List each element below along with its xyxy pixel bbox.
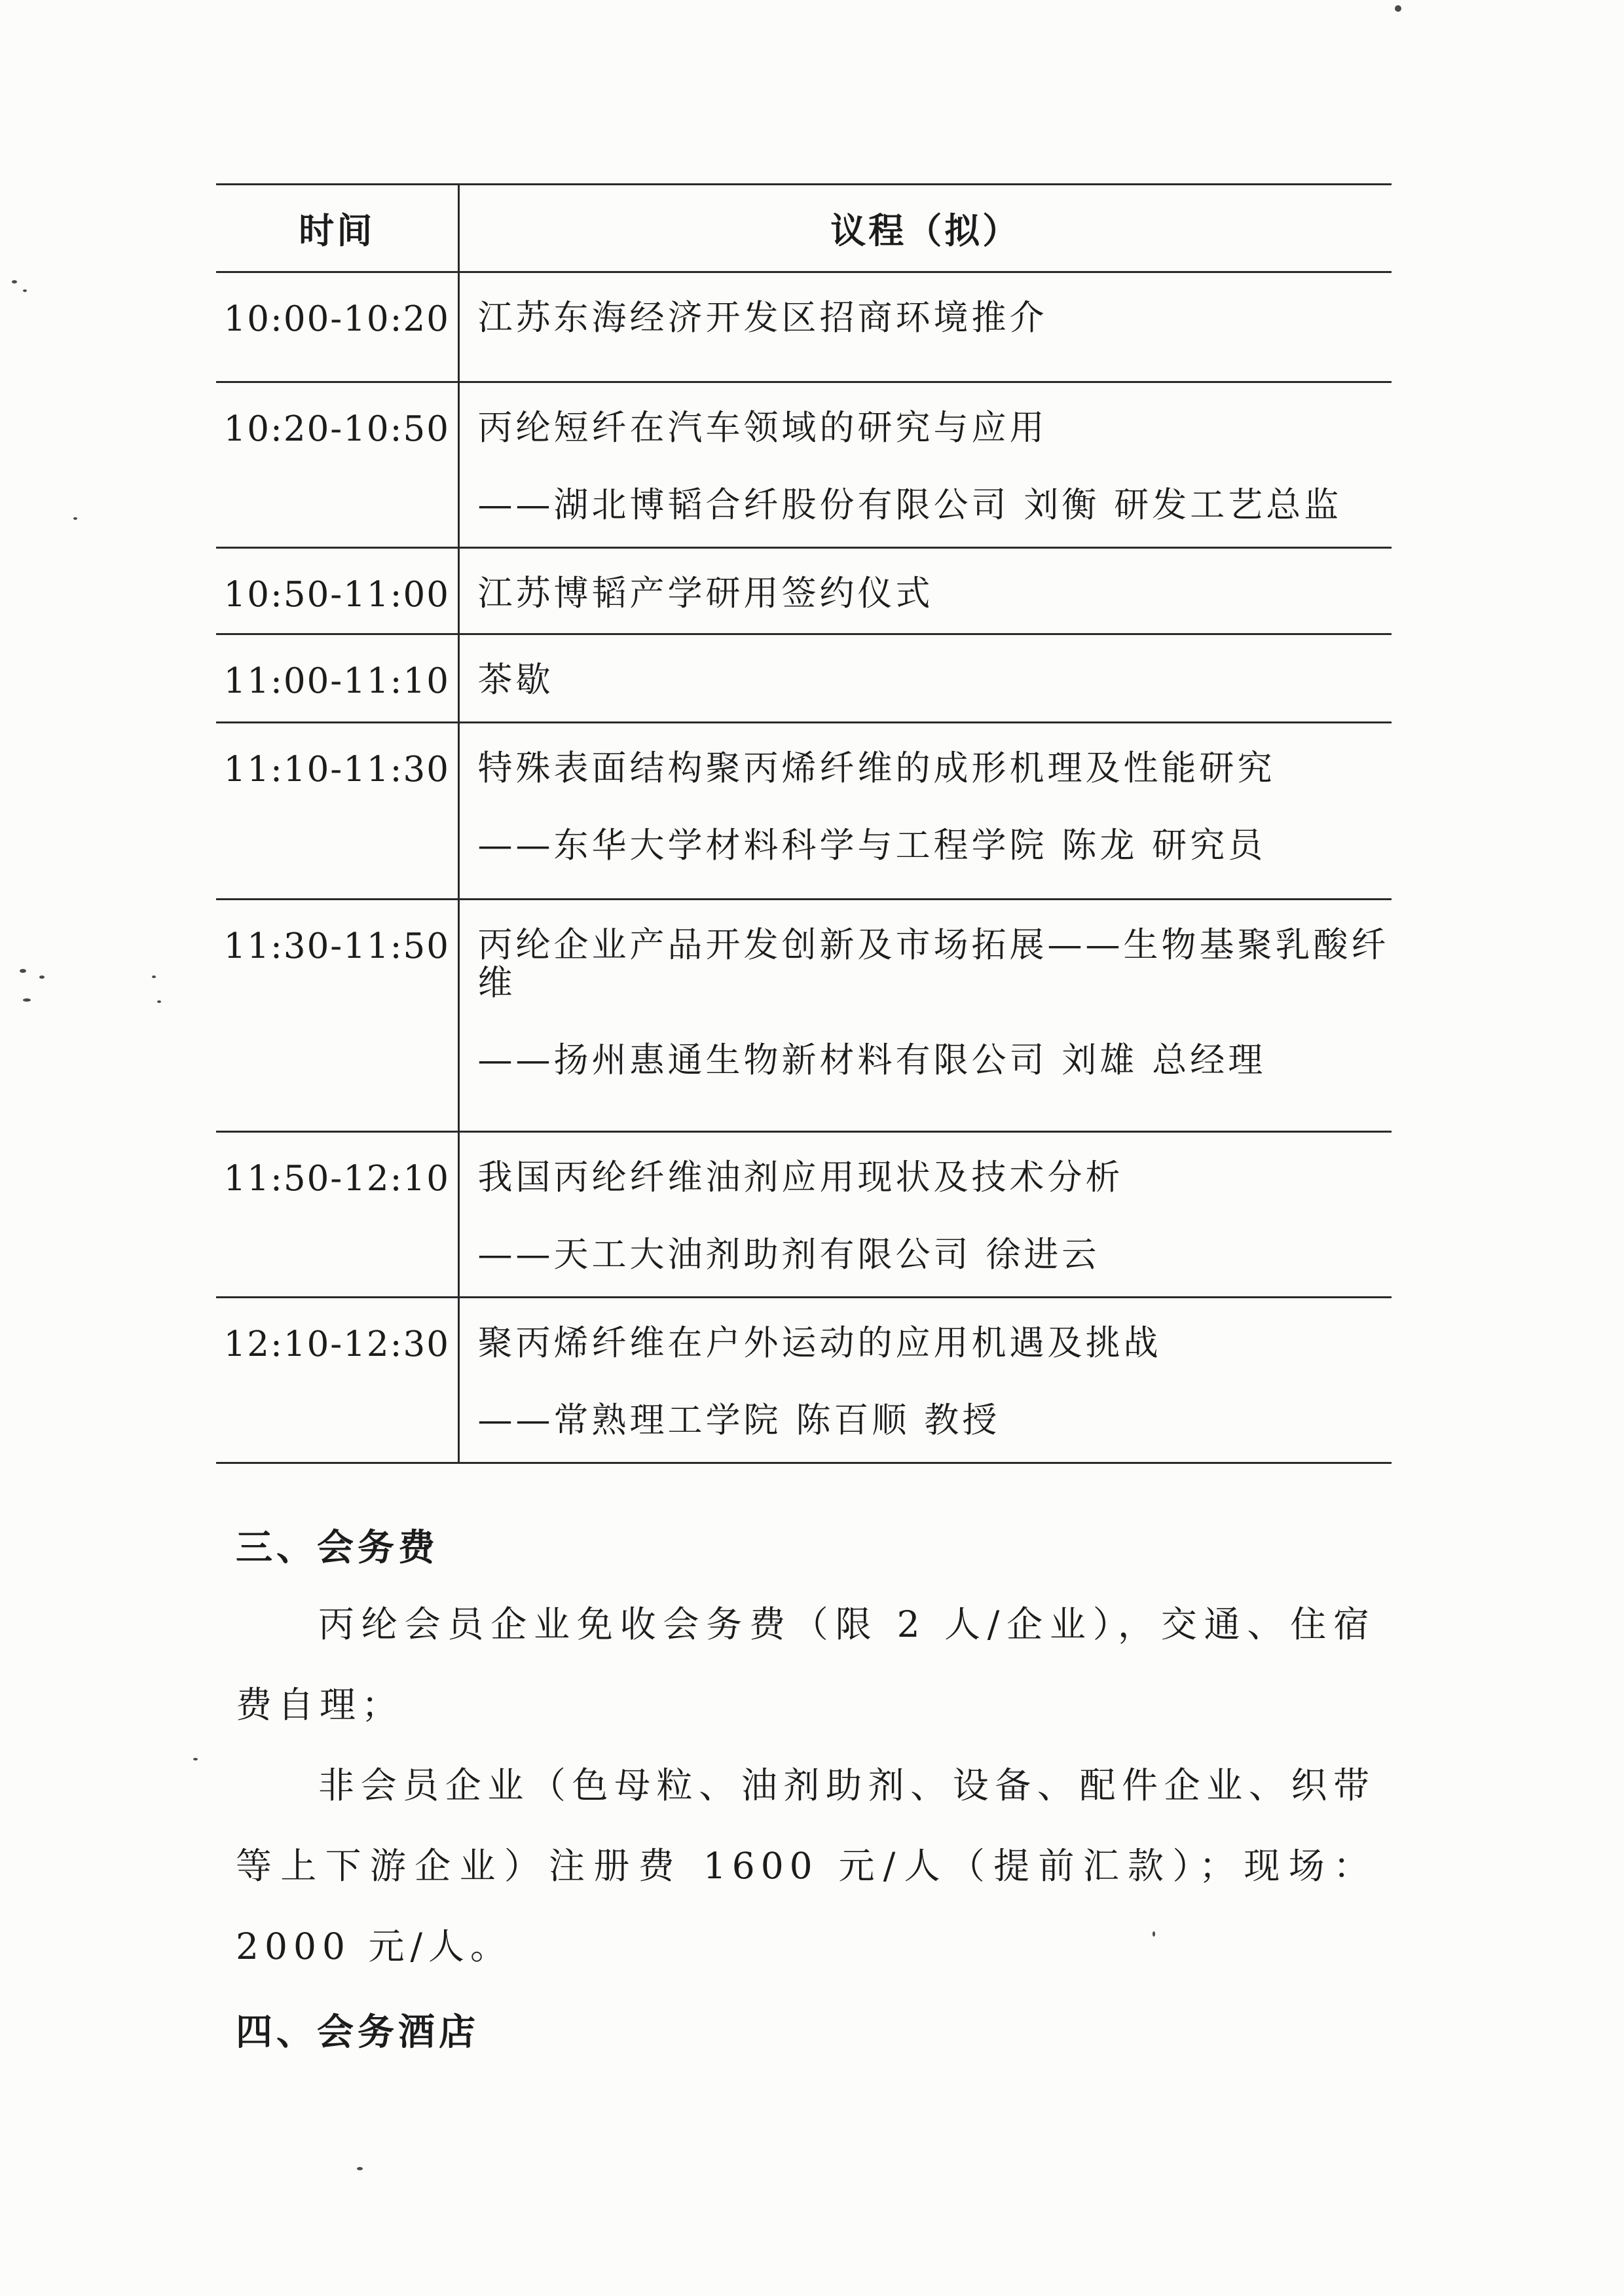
table-row [216, 900, 1392, 1132]
agenda-cell [458, 1298, 1392, 1463]
table-row [216, 1298, 1392, 1463]
agenda-speaker: ——天工大油剂助剂有限公司 徐进云 [477, 1235, 1100, 1275]
agenda-topic: 丙纶企业产品开发创新及市场拓展——生物基聚乳酸纤维 [477, 925, 1390, 1003]
agenda-cell [458, 272, 1392, 382]
fees-paragraph-nonmembers: 非会员企业（色母粒、油剂助剂、设备、配件企业、织带等上下游企业）注册费 1600 元/人（提前汇款）；现场：2000 元/人。 [236, 1764, 1375, 1967]
agenda-topic: 江苏东海经济开发区招商环境推介 [477, 298, 1048, 338]
time-cell: 11:10-11:30 [216, 723, 458, 900]
agenda-topic: 我国丙纶纤维油剂应用现状及技术分析 [477, 1157, 1124, 1197]
table-row [216, 634, 1392, 723]
agenda-cell [458, 634, 1392, 723]
section-title-hotel: 四、会务酒店 [236, 2011, 479, 2054]
time-cell: 10:50-11:00 [216, 548, 458, 634]
table-row [216, 723, 1392, 900]
agenda-speaker: ——湖北博韬合纤股份有限公司 刘衡 研发工艺总监 [477, 485, 1342, 525]
time-cell: 10:00-10:20 [216, 272, 458, 382]
time-cell: 12:10-12:30 [216, 1298, 458, 1463]
agenda-cell [458, 1132, 1392, 1298]
fees-paragraph-members: 丙纶会员企业免收会务费（限 2 人/企业），交通、住宿费自理； [236, 1603, 1375, 1726]
table-row [216, 382, 1392, 548]
agenda-speaker: ——扬州惠通生物新材料有限公司 刘雄 总经理 [477, 1040, 1266, 1080]
agenda-cell [458, 548, 1392, 634]
time-cell: 11:00-11:10 [216, 634, 458, 723]
agenda-cell [458, 723, 1392, 900]
agenda-topic: 特殊表面结构聚丙烯纤维的成形机理及性能研究 [477, 748, 1276, 788]
table-row [216, 272, 1392, 382]
agenda-topic: 聚丙烯纤维在户外运动的应用机遇及挑战 [477, 1323, 1162, 1363]
agenda-topic: 江苏博韬产学研用签约仪式 [477, 574, 934, 613]
agenda-cell [458, 382, 1392, 548]
agenda-header-row [216, 185, 1392, 272]
section-title-fees: 三、会务费 [236, 1527, 439, 1569]
agenda-speaker: ——常熟理工学院 陈百顺 教授 [477, 1400, 1001, 1440]
time-cell: 11:30-11:50 [216, 900, 458, 1132]
agenda-table [216, 183, 1392, 1464]
time-cell: 11:50-12:10 [216, 1132, 458, 1298]
agenda-column-header: 议程（拟） [830, 210, 1021, 251]
agenda-topic: 茶歇 [477, 660, 554, 700]
agenda-speaker: ——东华大学材料科学与工程学院 陈龙 研究员 [477, 826, 1266, 866]
time-column-header: 时间 [216, 185, 458, 272]
agenda-topic: 丙纶短纤在汽车领域的研究与应用 [477, 408, 1048, 448]
table-row [216, 548, 1392, 634]
time-cell: 10:20-10:50 [216, 382, 458, 548]
agenda-cell [458, 900, 1392, 1132]
table-row [216, 1132, 1392, 1298]
